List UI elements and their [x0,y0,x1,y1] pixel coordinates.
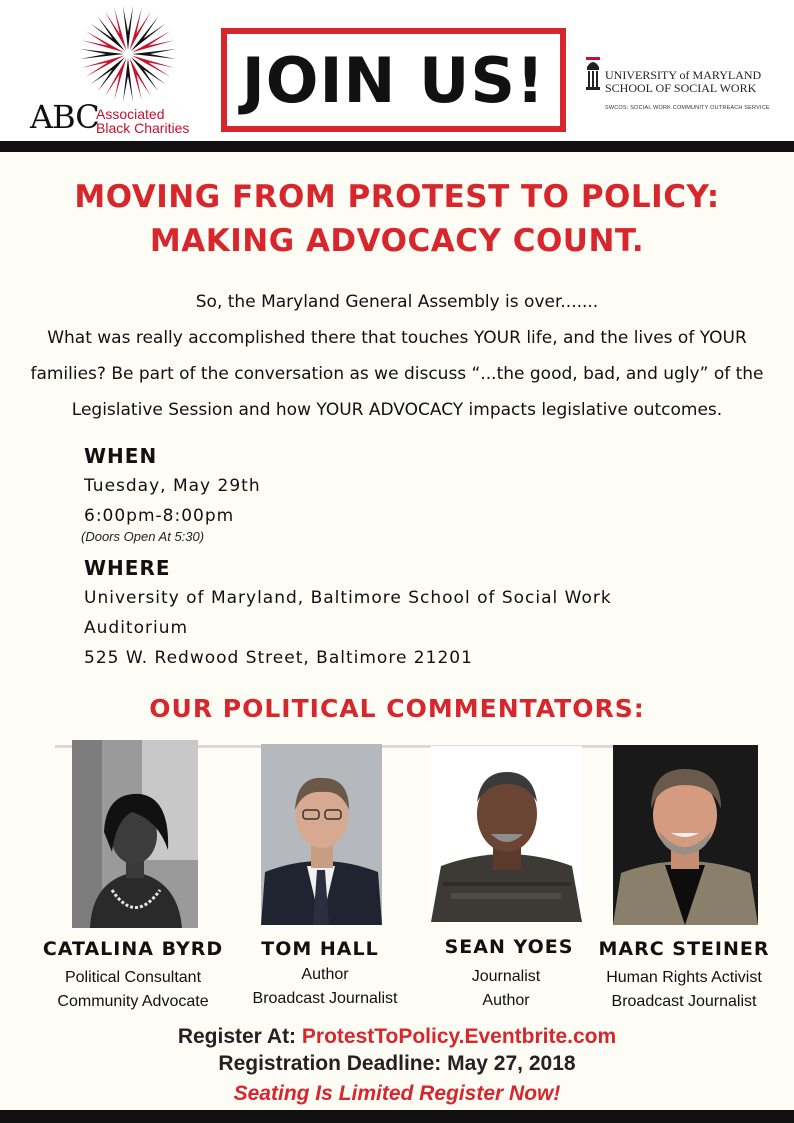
abc-name [96,107,189,135]
join-us-banner [221,28,566,132]
umd-name-line1: UNIVERSITY of MARYLAND [605,68,762,82]
commentator-role-4b: Broadcast Journalist [611,993,757,1010]
commentator-role-2b: Broadcast Journalist [252,990,398,1007]
registration-deadline: Registration Deadline: May 27, 2018 [218,1052,576,1075]
register-label: Register At: [177,1025,302,1048]
commentator-name-1: CATALINA BYRD [42,938,224,960]
page-title [0,175,794,263]
marc-steiner-photo [613,745,758,925]
commentator-name-2: TOM HALL [261,938,379,960]
commentator-role-2a: Author [301,966,349,983]
when-date: Tuesday, May 29th [84,476,261,496]
abc-name-line2: Black Charities [96,120,190,136]
register-link[interactable]: ProtestToPolicy.Eventbrite.com [301,1025,617,1048]
headline-line1: MOVING FROM PROTEST TO POLICY: [74,179,720,215]
commentator-role-1a: Political Consultant [64,969,202,986]
intro-line1: So, the Maryland General Assembly is over....... [195,292,599,312]
abc-logo [30,4,205,139]
where-heading: WHERE [84,556,171,580]
umd-name [605,69,761,95]
commentator-name-4: MARC STEINER [598,938,770,960]
when-heading: WHEN [84,444,158,468]
sean-yoes-photo [431,746,582,922]
commentator-name-3: SEAN YOES [444,936,574,958]
seating-notice: Seating Is Limited Register Now! [233,1082,561,1105]
intro-line3: families? Be part of the conversation as we discuss “...the good, bad, and ugly” of the [30,364,764,384]
commentator-role-3a: Journalist [471,968,541,985]
bottom-divider [0,1110,794,1123]
umd-name-line2: SCHOOL OF SOCIAL WORK [605,81,757,95]
join-us-text: JOIN US! [241,43,546,117]
abc-letters: ABC [30,98,99,136]
umd-logo [583,55,788,115]
dome-building-icon [583,55,603,95]
abc-name-line1: Associated [96,106,165,122]
register-line [0,1025,794,1049]
intro-line2: What was really accomplished there that touches YOUR life, and the lives of YOUR [47,328,747,348]
commentator-role-4 [586,966,782,1014]
where-line2: Auditorium [84,618,189,638]
where-line1: University of Maryland, Baltimore School of Social Work [84,588,612,608]
intro-paragraph [10,284,784,428]
headline-line2: MAKING ADVOCACY COUNT. [149,223,645,259]
umd-subtitle: SWCOS: SOCIAL WORK COMMUNITY OUTREACH SERVICE [605,105,770,111]
commentator-role-3b: Author [482,992,530,1009]
commentator-role-1b: Community Advocate [57,993,209,1010]
commentator-role-2 [230,963,420,1011]
event-details [81,441,764,673]
commentators-heading: OUR POLITICAL COMMENTATORS: [149,694,645,723]
red-black-starburst-icon [78,4,178,104]
top-divider [0,141,794,152]
commentator-role-3 [414,965,598,1013]
intro-line4: Legislative Session and how YOUR ADVOCACY impacts legislative outcomes. [71,400,723,420]
doors-open-note: (Doors Open At 5:30) [81,529,205,544]
catalina-byrd-photo [72,740,198,928]
tom-hall-photo [261,744,382,925]
when-time: 6:00pm-8:00pm [84,506,235,526]
commentator-role-1 [33,966,233,1014]
where-line3: 525 W. Redwood Street, Baltimore 21201 [84,648,473,668]
commentator-role-4a: Human Rights Activist [606,969,762,986]
